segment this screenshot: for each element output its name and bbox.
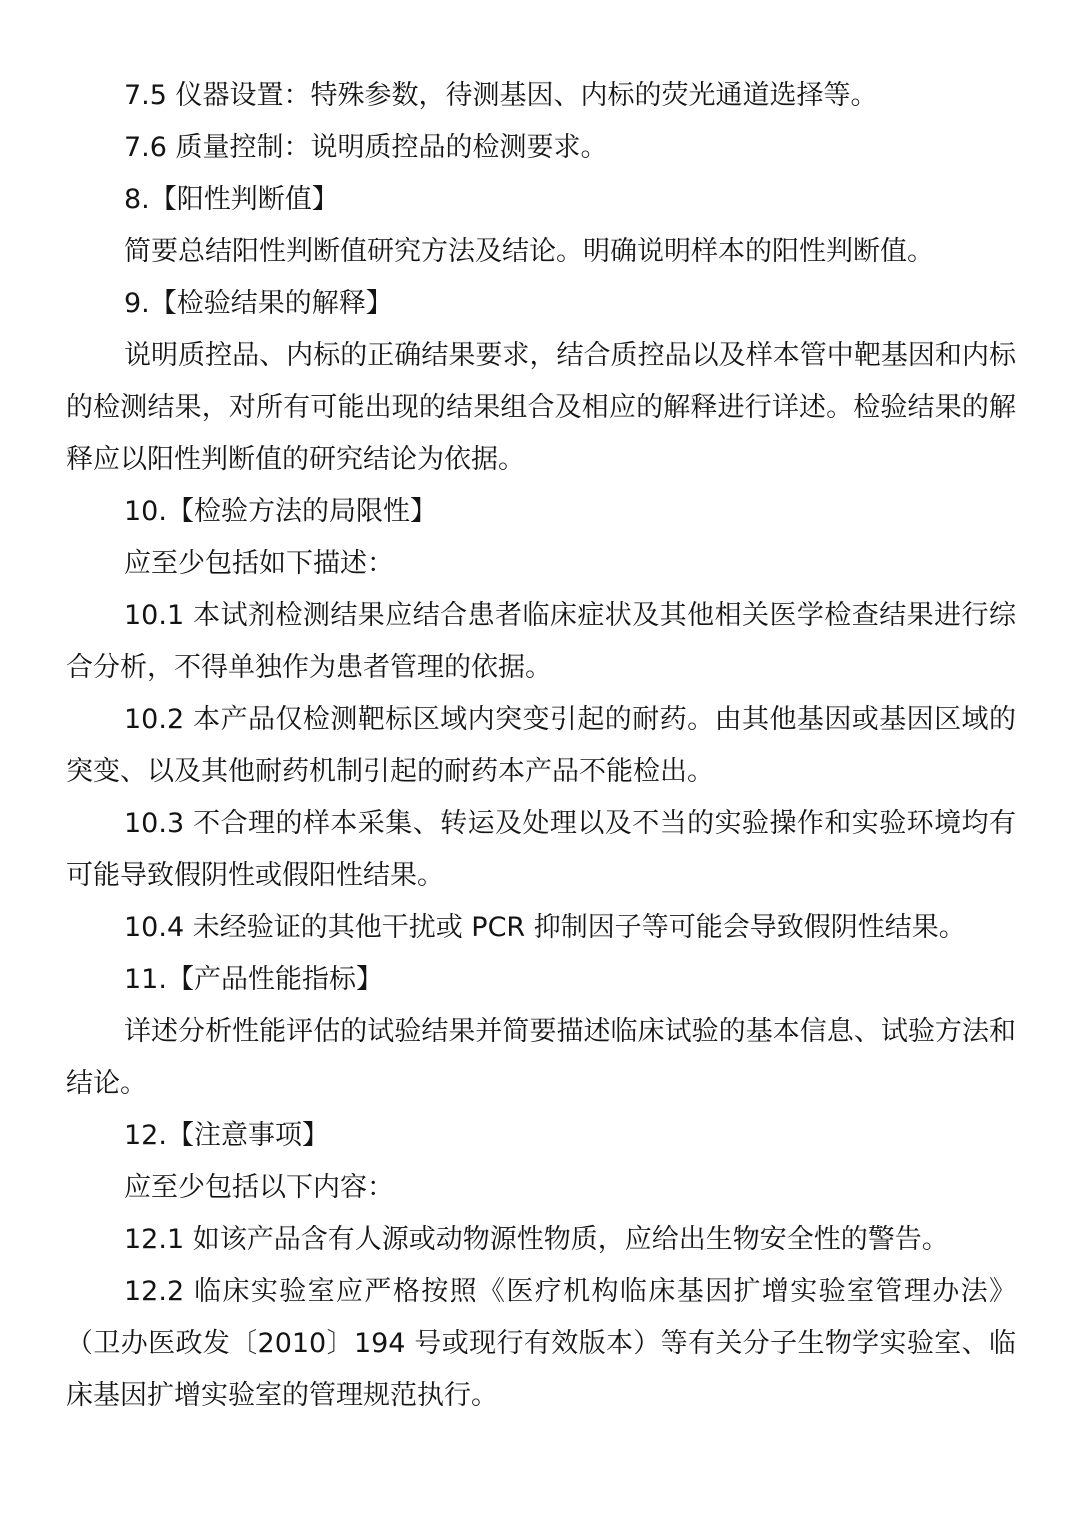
paragraph-12-1: 12.1 如该产品含有人源或动物源性物质，应给出生物安全性的警告。 — [124, 1224, 949, 1255]
paragraph-10-3: 10.3 不合理的样本采集、转运及处理以及不当的实验操作和实验环境均有可能导致假阴性或假阳性结果。 — [66, 808, 1016, 891]
paragraph-10-1: 10.1 本试剂检测结果应结合患者临床症状及其他相关医学检查结果进行综合分析，不得单独作为患者管理的依据。 — [66, 600, 1016, 683]
document-body — [66, 70, 1016, 1422]
paragraph-12-intro: 应至少包括以下内容： — [124, 1172, 394, 1203]
paragraph-10-2: 10.2 本产品仅检测靶标区域内突变引起的耐药。由其他基因或基因区域的突变、以及其他耐药机制引起的耐药本产品不能检出。 — [66, 704, 1016, 787]
heading-11: 11.【产品性能指标】 — [124, 964, 383, 995]
paragraph-7-5: 7.5 仪器设置：特殊参数，待测基因、内标的荧光通道选择等。 — [124, 80, 878, 111]
paragraph-10-4: 10.4 未经验证的其他干扰或 PCR 抑制因子等可能会导致假阴性结果。 — [124, 912, 966, 943]
paragraph-7-6: 7.6 质量控制：说明质控品的检测要求。 — [124, 132, 608, 163]
heading-10: 10.【检验方法的局限性】 — [124, 496, 437, 527]
heading-8: 8.【阳性判断值】 — [124, 184, 339, 215]
paragraph-8-body: 简要总结阳性判断值研究方法及结论。明确说明样本的阳性判断值。 — [124, 236, 934, 267]
paragraph-9-body: 说明质控品、内标的正确结果要求，结合质控品以及样本管中靶基因和内标的检测结果，对所有可能出现的结果组合及相应的解释进行详述。检验结果的解释应以阳性判断值的研究结论为依据。 — [66, 340, 1016, 475]
paragraph-12-2: 12.2 临床实验室应严格按照《医疗机构临床基因扩增实验室管理办法》（卫办医政发〔2010〕194 号或现行有效版本）等有关分子生物学实验室、临床基因扩增实验室的管理规范执行。 — [66, 1276, 1016, 1411]
paragraph-11-body: 详述分析性能评估的试验结果并简要描述临床试验的基本信息、试验方法和结论。 — [66, 1016, 1016, 1099]
heading-12: 12.【注意事项】 — [124, 1120, 329, 1151]
paragraph-10-intro: 应至少包括如下描述： — [124, 548, 394, 579]
heading-9: 9.【检验结果的解释】 — [124, 288, 393, 319]
